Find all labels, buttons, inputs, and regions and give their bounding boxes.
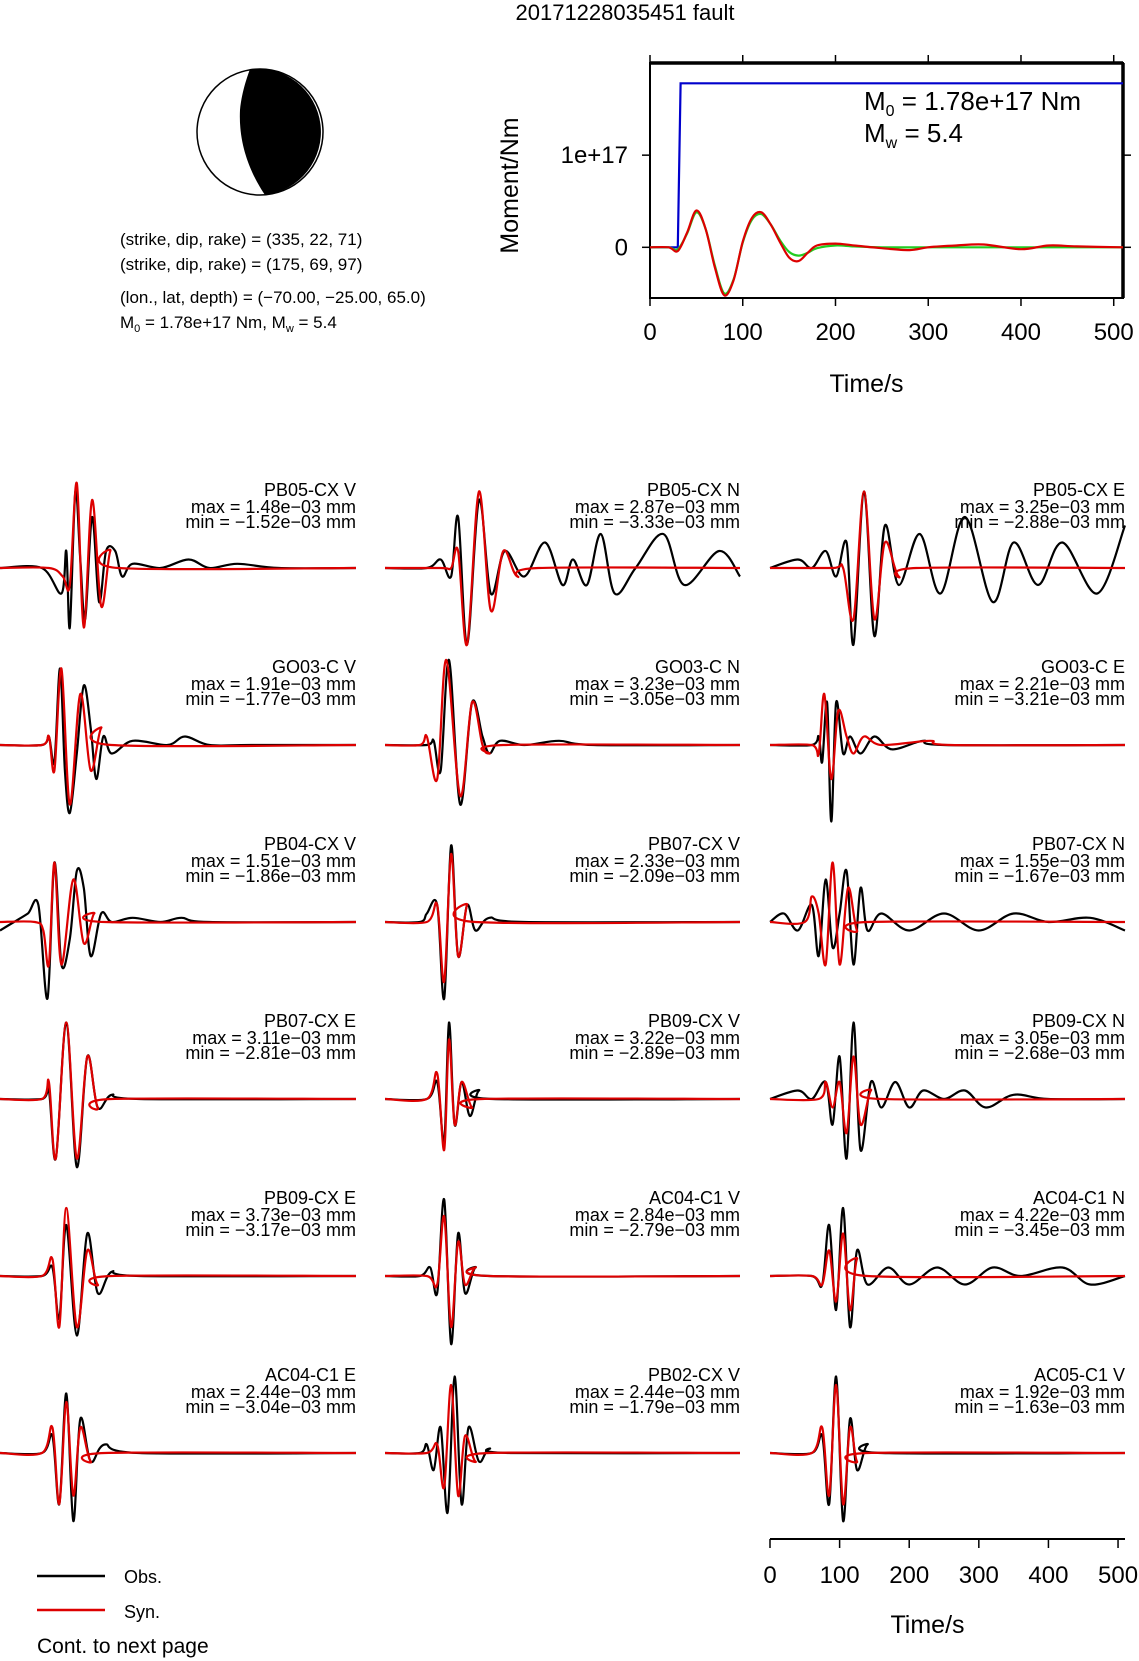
trace-cell [0,1365,356,1521]
trace-cell [385,480,740,645]
trace-cell [0,1188,356,1336]
waveform-grid [0,480,1125,1521]
min-amplitude-label: min = −1.63e−03 mm [954,1397,1125,1417]
legend-syn-label: Syn. [124,1602,161,1622]
max-amplitude-label: max = 1.55e−03 mm [959,851,1125,871]
trace-cell [385,1188,740,1344]
station-label: GO03-C V [271,657,356,677]
moment-x-tick-label: 400 [1000,319,1042,346]
time-axis-tick-label: 500 [1098,1562,1139,1589]
station-label: PB07-CX V [647,834,740,854]
time-axis-tick-label: 0 [763,1562,777,1589]
station-label: PB05-CX E [1032,480,1125,500]
observed-trace [0,1225,356,1336]
min-amplitude-label: min = −3.04e−03 mm [185,1397,356,1417]
min-amplitude-label: min = −3.21e−03 mm [954,689,1125,709]
moment-y-tick-label: 1e+17 [560,142,628,170]
max-amplitude-label: max = 3.11e−03 mm [192,1028,356,1048]
trace-cell [385,1011,740,1150]
hypocenter: (lon., lat, depth) = (−70.00, −25.00, 65.0) [120,288,426,307]
trace-cell [770,1011,1125,1159]
trace-cell [770,834,1125,965]
synthetic-trace [770,1056,1125,1133]
max-amplitude-label: max = 3.05e−03 mm [959,1028,1125,1048]
time-axis-tick-label: 300 [958,1562,999,1589]
moment-x-tick-label: 300 [908,319,949,346]
trace-cell [770,1365,1125,1521]
max-amplitude-label: max = 3.23e−03 mm [574,674,740,694]
moment-x-tick-label: 100 [722,319,763,346]
moment-x-axis-label: Time/s [829,370,904,398]
min-amplitude-label: min = −3.05e−03 mm [569,689,740,709]
station-label: PB07-CX N [1031,834,1125,854]
moment-summary: $M_0 = 1.78e+17$ Nm, $M_w = 5.4$ [120,313,337,335]
mechanism-info [120,230,426,335]
station-label: PB05-CX V [263,480,356,500]
legend-obs-label: Obs. [124,1567,163,1587]
min-amplitude-label: min = −1.77e−03 mm [185,689,356,709]
max-amplitude-label: max = 4.22e−03 mm [959,1205,1125,1225]
max-amplitude-label: max = 2.21e−03 mm [959,674,1125,694]
time-axis-label: Time/s [890,1611,965,1639]
min-amplitude-label: min = −2.89e−03 mm [569,1043,740,1063]
beachball [197,69,323,195]
moment-series-line [650,210,1123,295]
continued-note: Cont. to next page [37,1635,209,1658]
moment-annotation-m0: $M_0 = 1.78e+17$ Nm [864,86,1082,120]
min-amplitude-label: min = −2.88e−03 mm [954,512,1125,532]
min-amplitude-label: min = −1.86e−03 mm [185,866,356,886]
trace-cell [770,657,1125,822]
station-label: AC04-C1 V [648,1188,740,1208]
max-amplitude-label: max = 1.48e−03 mm [190,497,356,517]
min-amplitude-label: min = −2.09e−03 mm [569,866,740,886]
moment-x-tick-label: 200 [815,319,856,346]
moment-x-tick-label: 0 [643,319,657,346]
max-amplitude-label: max = 1.91e−03 mm [190,674,356,694]
trace-cell [0,657,356,813]
trace-cell [385,834,740,999]
station-label: PB09-CX E [263,1188,356,1208]
station-label: AC04-C1 E [264,1365,356,1385]
trace-cell [0,1011,356,1167]
min-amplitude-label: min = −3.17e−03 mm [185,1220,356,1240]
max-amplitude-label: max = 2.33e−03 mm [574,851,740,871]
max-amplitude-label: max = 2.44e−03 mm [574,1382,740,1402]
min-amplitude-label: min = −1.67e−03 mm [954,866,1125,886]
time-axis [763,1539,1138,1639]
station-label: PB05-CX N [646,480,740,500]
moment-series-line [650,212,1123,294]
time-axis-tick-label: 200 [889,1562,930,1589]
max-amplitude-label: max = 3.73e−03 mm [190,1205,356,1225]
station-label: PB02-CX V [647,1365,740,1385]
station-label: PB04-CX V [263,834,356,854]
max-amplitude-label: max = 3.22e−03 mm [574,1028,740,1048]
station-label: AC04-C1 N [1032,1188,1125,1208]
station-label: GO03-C E [1040,657,1125,677]
time-axis-tick-label: 400 [1028,1562,1069,1589]
station-label: GO03-C N [654,657,740,677]
max-amplitude-label: max = 2.84e−03 mm [574,1205,740,1225]
min-amplitude-label: min = −2.81e−03 mm [185,1043,356,1063]
moment-annotation-mw: $M_w = 5.4$ [864,118,964,152]
station-label: AC05-C1 V [1033,1365,1125,1385]
trace-cell [385,1365,740,1513]
min-amplitude-label: min = −3.33e−03 mm [569,512,740,532]
trace-cell [0,480,356,628]
nodal-plane-2: (strike, dip, rake) = (175, 69, 97) [120,255,363,274]
trace-cell [0,834,356,999]
trace-cell [770,1188,1125,1327]
moment-y-axis-label: Moment/Nm [496,117,524,254]
min-amplitude-label: min = −2.68e−03 mm [954,1043,1125,1063]
moment-rate-plot [496,55,1134,398]
max-amplitude-label: max = 2.44e−03 mm [190,1382,356,1402]
observed-trace [770,701,1125,821]
max-amplitude-label: max = 1.92e−03 mm [959,1382,1125,1402]
figure-title: 20171228035451 fault [515,0,735,25]
min-amplitude-label: min = −3.45e−03 mm [954,1220,1125,1240]
station-label: PB07-CX E [263,1011,356,1031]
legend [37,1567,209,1658]
trace-cell [770,480,1125,645]
min-amplitude-label: min = −1.79e−03 mm [569,1397,740,1417]
min-amplitude-label: min = −1.52e−03 mm [185,512,356,532]
moment-y-tick-label: 0 [614,234,628,262]
moment-x-tick-label: 500 [1093,319,1134,346]
max-amplitude-label: max = 1.51e−03 mm [190,851,356,871]
trace-cell [385,657,740,805]
nodal-plane-1: (strike, dip, rake) = (335, 22, 71) [120,230,363,249]
station-label: PB09-CX N [1031,1011,1125,1031]
station-label: PB09-CX V [647,1011,740,1031]
max-amplitude-label: max = 3.25e−03 mm [959,497,1125,517]
min-amplitude-label: min = −2.79e−03 mm [569,1220,740,1240]
max-amplitude-label: max = 2.87e−03 mm [574,497,740,517]
time-axis-tick-label: 100 [819,1562,860,1589]
